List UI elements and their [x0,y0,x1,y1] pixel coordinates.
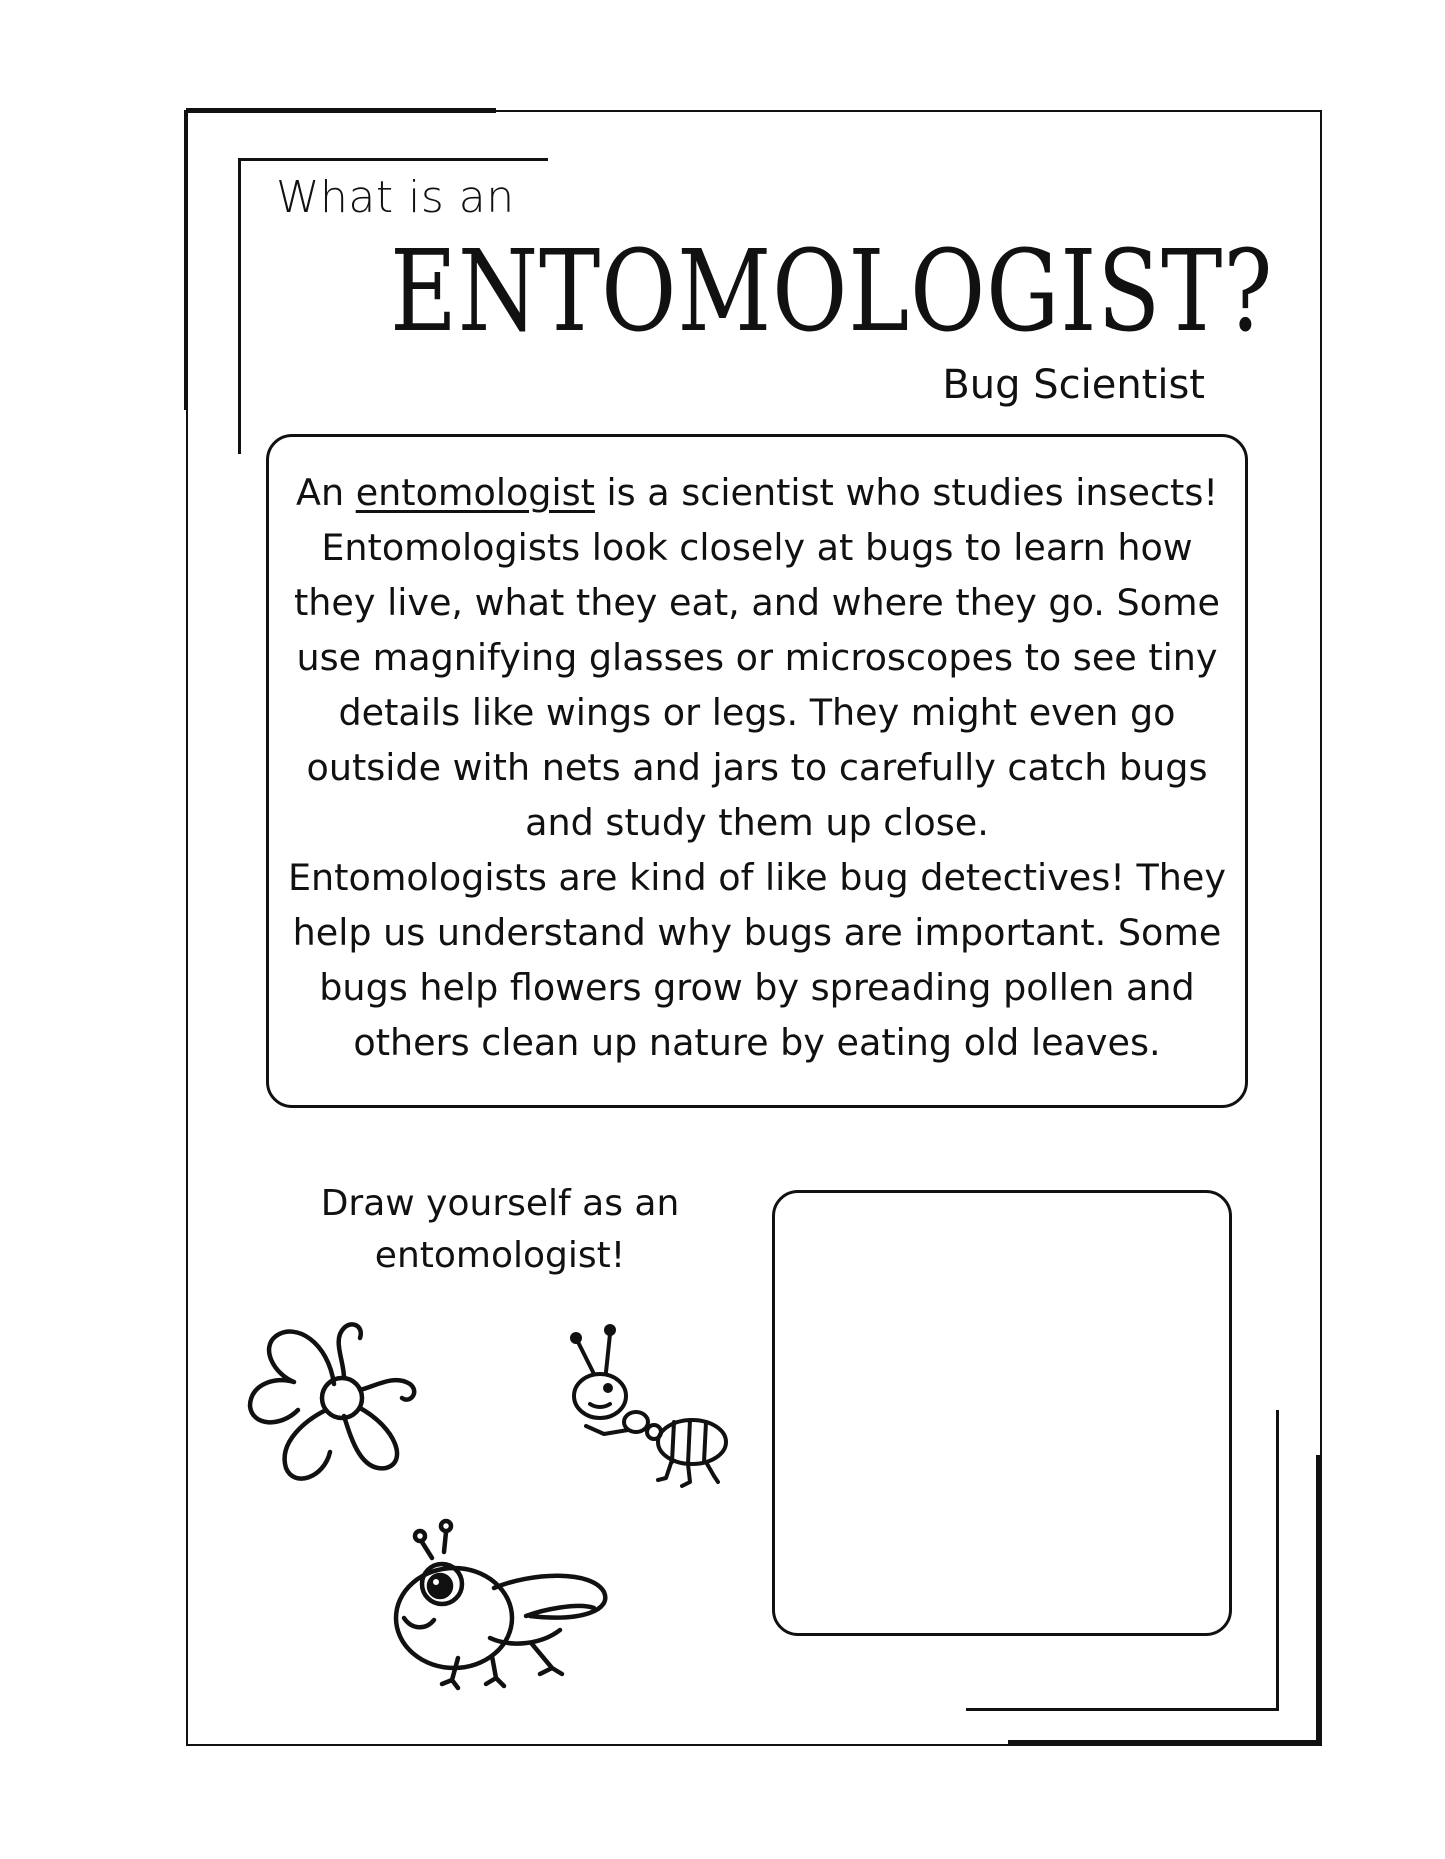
draw-prompt [290,1178,710,1282]
frame-accent-bottom [1008,1740,1320,1745]
description-paragraph-2: Entomologists are kind of like bug detectives! They help us understand why bugs are important. Some bugs help flowers grow by spreading pollen and others clean up nature by eating old leaves. [287,856,1226,1064]
description-paragraph-1 [281,465,1233,850]
grasshopper-icon [382,1518,622,1698]
corner-accent-top-h [238,158,548,161]
page-title: ENTOMOLOGIST? [390,227,1274,357]
frame-accent-right [1316,1455,1321,1745]
entomologist-term: entomologist [355,471,595,514]
description-prefix: An [295,471,356,514]
subtitle: Bug Scientist [942,362,1205,408]
frame-accent-top [186,108,496,113]
corner-accent-bottom-v [1276,1410,1279,1711]
description-box [266,434,1248,1108]
description-body-1: is a scientist who studies insects! Entomologists look closely at bugs to learn how they live, what they eat, and where they go. Some use magnifying glasses or microscopes to see tiny details like wings or legs. They might even go outside with nets and jars to carefully catch bugs and study them up close. [293,471,1220,844]
butterfly-icon [236,1302,436,1492]
frame-accent-left [184,110,188,410]
corner-accent-top-v [238,158,241,454]
ant-icon [554,1322,744,1492]
draw-prompt-line-1: Draw yourself as an [320,1183,680,1224]
drawing-area[interactable] [772,1190,1232,1636]
draw-prompt-line-2: entomologist! [374,1235,626,1276]
intro-text: What is an [276,172,515,223]
corner-accent-bottom-h [966,1708,1278,1711]
